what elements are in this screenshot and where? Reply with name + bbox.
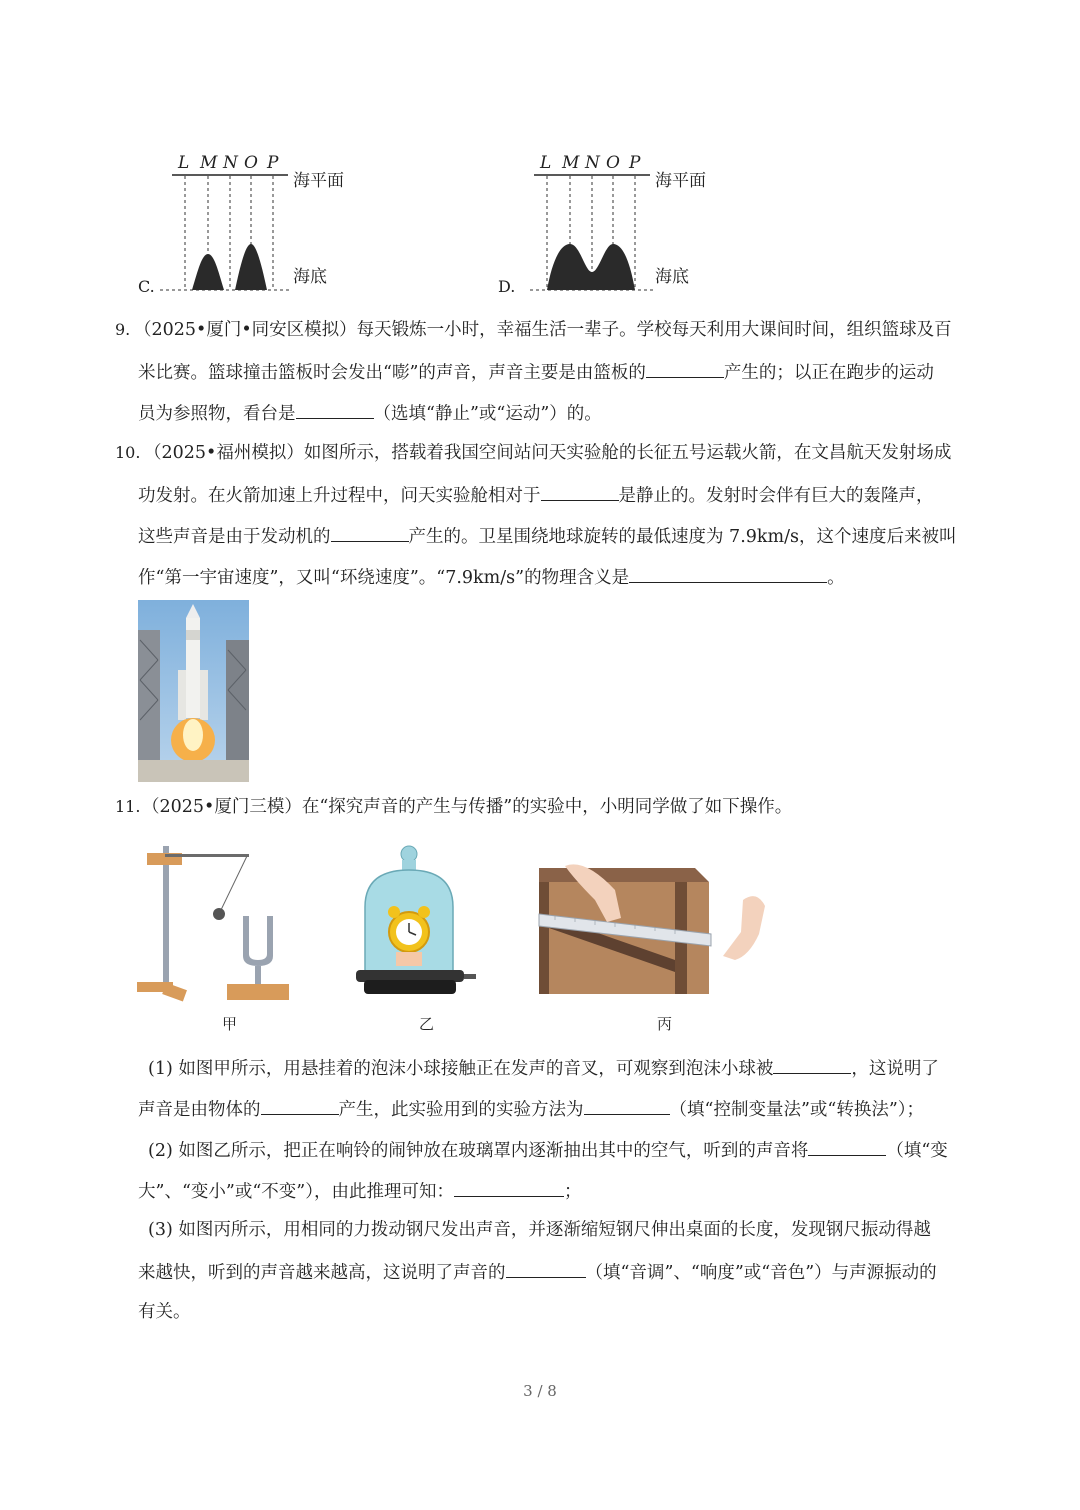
question-10-line-1: （2025•福州模拟）如图所示，搭载着我国空间站问天实验舱的长征五号运载火箭，在文昌航天发射场成 — [144, 443, 952, 463]
diagram-option-c — [130, 150, 370, 300]
diagram-c-letter-o: O — [244, 153, 260, 173]
diagram-d-option-label: D. — [498, 277, 516, 296]
diagram-d-letter-o: O — [606, 153, 622, 173]
part-1-line-2: 声音是由物体的 产生，此实验用到的实验方法为 （填“控制变量法”或“转换法”）； — [138, 1096, 924, 1122]
answer-blank[interactable] — [454, 1178, 564, 1197]
part-3-line-2: 来越快，听到的声音越来越高，这说明了声音的 （填“音调”、“响度”或“音色”）与声源振动的 — [138, 1259, 937, 1285]
part-1-line-1: (1) 如图甲所示，用悬挂着的泡沫小球接触正在发声的音叉，可观察到泡沫小球被 ，这说明了 — [148, 1055, 939, 1081]
diagram-d-surface-label: 海平面 — [655, 171, 706, 191]
diagram-c-letter-l: L — [178, 153, 192, 173]
figure-jia-tuning-fork — [135, 838, 295, 1008]
question-10-line-4: 作“第一宇宙速度”，又叫“环绕速度”。“7.9km/s”的物理含义是 。 — [138, 564, 845, 590]
question-11-line-1: （2025•厦门三模）在“探究声音的产生与传播”的实验中，小明同学做了如下操作。 — [142, 797, 793, 817]
diagram-c-letter-m: M — [200, 153, 220, 173]
answer-blank[interactable] — [808, 1137, 886, 1156]
diagram-option-d — [490, 150, 730, 300]
caption-yi: 乙 — [419, 1015, 435, 1033]
answer-blank[interactable] — [646, 359, 724, 378]
answer-blank[interactable] — [331, 523, 409, 542]
question-10-number: 10. — [115, 443, 141, 462]
diagram-c-floor-label: 海底 — [293, 267, 327, 287]
answer-blank[interactable] — [773, 1055, 851, 1074]
rocket-launch-photo — [138, 600, 249, 782]
question-9-line-2: 米比赛。篮球撞击篮板时会发出“嘭”的声音，声音主要是由篮板的 产生的；以正在跑步的运动 — [138, 359, 934, 385]
caption-bing: 丙 — [657, 1015, 673, 1033]
answer-blank[interactable] — [584, 1096, 670, 1115]
question-9-line-3: 员为参照物，看台是 （选填“静止”或“运动”）的。 — [138, 400, 602, 426]
question-11-number: 11. — [115, 797, 141, 816]
answer-blank[interactable] — [629, 564, 827, 583]
question-10-line-2: 功发射。在火箭加速上升过程中，问天实验舱相对于 是静止的。发射时会伴有巨大的轰隆声， — [138, 482, 934, 508]
diagram-d-floor-label: 海底 — [655, 267, 689, 287]
answer-blank[interactable] — [261, 1096, 339, 1115]
figure-yi-bell-jar — [350, 842, 480, 1007]
diagram-d-letter-m: M — [562, 153, 582, 173]
caption-jia: 甲 — [222, 1015, 238, 1033]
part-2-line-2: 大”、“变小”或“不变”），由此推理可知： ； — [138, 1178, 581, 1204]
diagram-c-letter-p: P — [267, 153, 281, 173]
diagram-c-letter-n: N — [223, 153, 240, 173]
diagram-c-surface-label: 海平面 — [293, 171, 344, 191]
diagram-c-option-label: C. — [138, 277, 155, 296]
question-9-line-1: （2025•厦门•同安区模拟）每天锻炼一小时，幸福生活一辈子。学校每天利用大课间时间，组织篮球及百 — [134, 320, 952, 340]
diagram-d-letter-n: N — [585, 153, 602, 173]
answer-blank[interactable] — [541, 482, 619, 501]
part-3-line-3: 有关。 — [138, 1302, 191, 1322]
diagram-d-letter-p: P — [629, 153, 643, 173]
part-3-line-1: (3) 如图丙所示，用相同的力拨动钢尺发出声音，并逐渐缩短钢尺伸出桌面的长度，发现钢尺振动得越 — [148, 1220, 931, 1240]
page-number: 3 / 8 — [523, 1382, 557, 1400]
answer-blank[interactable] — [296, 400, 374, 419]
answer-blank[interactable] — [506, 1259, 586, 1278]
question-9-number: 9. — [115, 320, 131, 339]
part-2-line-1: (2) 如图乙所示，把正在响铃的闹钟放在玻璃罩内逐渐抽出其中的空气，听到的声音将 （填“变 — [148, 1137, 948, 1163]
question-10-line-3: 这些声音是由于发动机的 产生的。卫星围绕地球旋转的最低速度为 7.9km/s，这个速度后来被叫 — [138, 523, 956, 549]
figure-bing-ruler-on-table — [535, 860, 785, 1000]
diagram-d-letter-l: L — [540, 153, 554, 173]
